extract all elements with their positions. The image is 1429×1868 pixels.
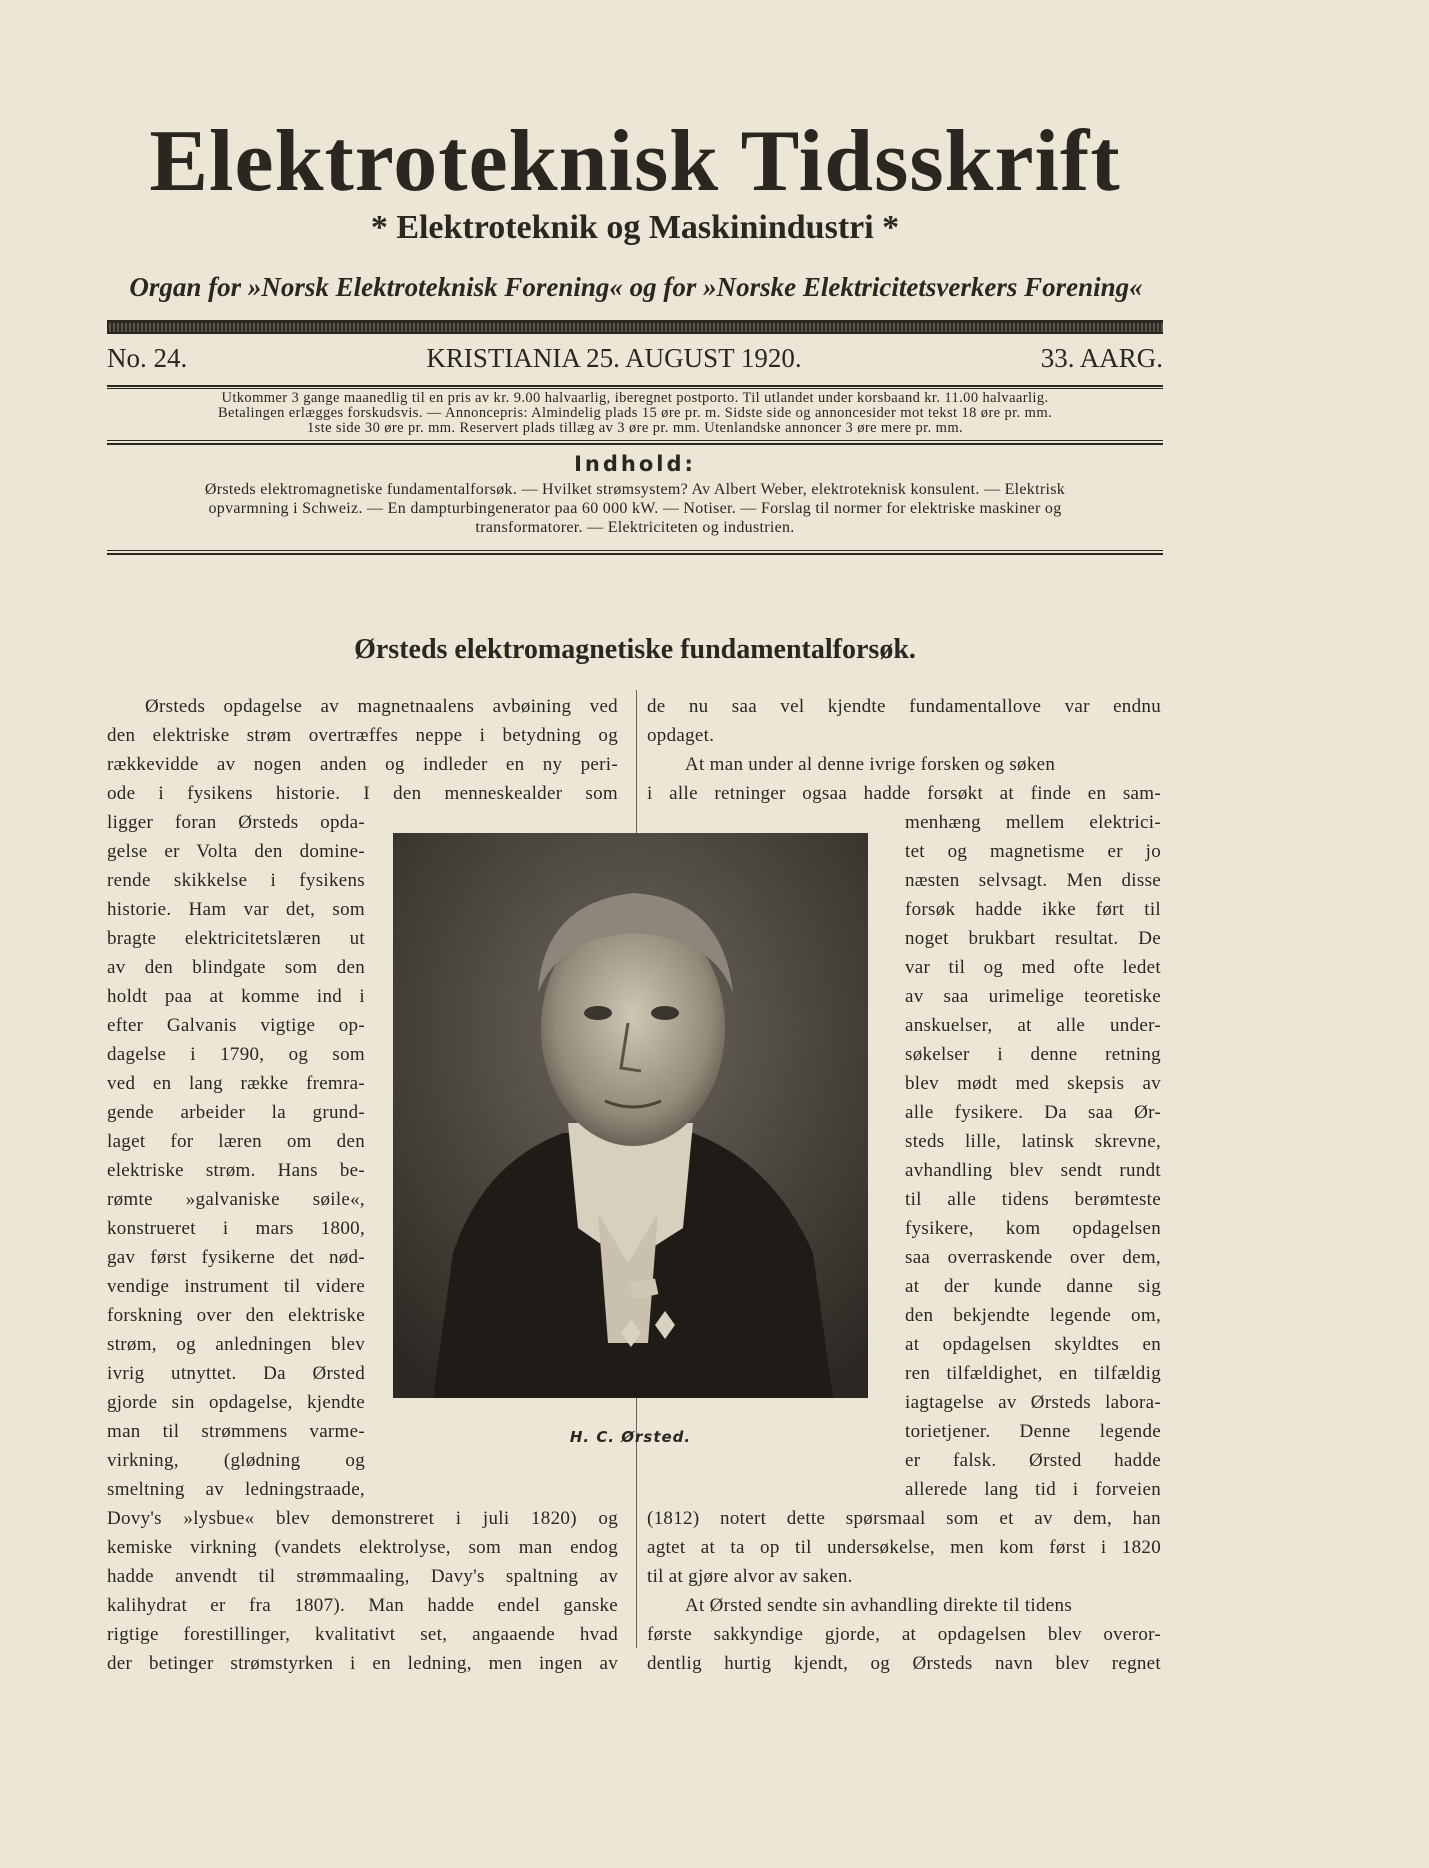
- article-text-line: anskuelser, at alle under-: [905, 1015, 1161, 1036]
- article-text-line: menhæng mellem elektrici-: [905, 812, 1161, 833]
- article-text-line: alle fysikere. Da saa Ør-: [905, 1102, 1161, 1123]
- article-text-line: kemiske virkning (vandets elektrolyse, som man endog: [107, 1537, 618, 1558]
- article-text-line: rigtige forestillinger, kvalitativt set, angaaende hvad: [107, 1624, 618, 1645]
- subscription-info: [107, 391, 1163, 436]
- article-text-line: avhandling blev sendt rundt: [905, 1160, 1161, 1181]
- article-text-line: strøm, og anledningen blev: [107, 1334, 365, 1355]
- article-text-line: dagelse i 1790, og som: [107, 1044, 365, 1065]
- masthead-subtitle: * Elektroteknik og Maskinindustri *: [370, 209, 900, 246]
- article-text-line: til alle tidens berømteste: [905, 1189, 1161, 1210]
- contents-line: opvarmning i Schweiz. — En dampturbingenerator paa 60 000 kW. — Notiser. — Forslag til normer for elektriske maskiner og: [208, 500, 1062, 517]
- article-text-line: forskning over den elektriske: [107, 1305, 365, 1326]
- divider: [107, 443, 1163, 445]
- article-text-line: konstrueret i mars 1800,: [107, 1218, 365, 1239]
- divider: [107, 388, 1163, 389]
- article-text-line: vendige instrument til videre: [107, 1276, 365, 1297]
- article-text-line: tet og magnetisme er jo: [905, 841, 1161, 862]
- article-text-line: noget brukbart resultat. De: [905, 928, 1161, 949]
- article-text-line: ren tilfældighet, en tilfældig: [905, 1363, 1161, 1384]
- article-text-line: rømte »galvaniske søile«,: [107, 1189, 365, 1210]
- article-text-line: allerede lang tid i forveien: [905, 1479, 1161, 1500]
- article-text-line: agtet at ta op til undersøkelse, men kom først i 1820: [647, 1537, 1161, 1558]
- article-text-line: torietjener. Denne legende: [905, 1421, 1161, 1442]
- article-text-line: den elektriske strøm overtræffes neppe i betydning og: [107, 725, 618, 746]
- article-text-line: rende skikkelse i fysikens: [107, 870, 365, 891]
- divider: [107, 440, 1163, 441]
- article-text-line: av saa urimelige teoretiske: [905, 986, 1161, 1007]
- article-text-line: ode i fysikens historie. I den menneskealder som: [107, 783, 618, 804]
- contents-list: [107, 480, 1163, 537]
- article-text-line: holdt paa at komme ind i: [107, 986, 365, 1007]
- article-text-line: rækkevidde av nogen anden og indleder en ny peri-: [107, 754, 618, 775]
- subscription-line: Utkommer 3 gange maanedlig til en pris av kr. 9.00 halvaarlig, iberegnet postporto. Til utlandet under korsbaand kr. 11.00 halvaarlig.: [221, 390, 1049, 406]
- article-text-line: i alle retninger ogsaa hadde forsøkt at finde en sam-: [647, 783, 1161, 804]
- article-text-line: gav først fysikerne det nød-: [107, 1247, 365, 1268]
- issue-line: [107, 342, 1163, 374]
- article-text-line: av den blindgate som den: [107, 957, 365, 978]
- article-text-line: laget for læren om den: [107, 1131, 365, 1152]
- article-text-line: hadde anvendt til strømmaaling, Davy's spaltning av: [107, 1566, 618, 1587]
- article-text-line: den bekjendte legende om,: [905, 1305, 1161, 1326]
- article-text-line: gjorde sin opdagelse, kjendte: [107, 1392, 365, 1413]
- article-text-line: Ørsteds opdagelse av magnetnaalens avbøining ved: [145, 696, 618, 717]
- masthead-title: Elektroteknisk Tidsskrift: [149, 113, 1121, 210]
- article-text-line: At Ørsted sendte sin avhandling direkte til tidens: [685, 1595, 1073, 1616]
- issue-number: No. 24.: [107, 343, 188, 373]
- article-text-line: de nu saa vel kjendte fundamentallove var endnu: [647, 696, 1161, 717]
- contents-line: transformatorer. — Elektriciteten og industrien.: [475, 519, 795, 536]
- article-text-line: fysikere, kom opdagelsen: [905, 1218, 1161, 1239]
- article-title: Ørsteds elektromagnetiske fundamentalforsøk.: [354, 634, 916, 665]
- subscription-line: Betalingen erlægges forskudsvis. — Annoncepris: Almindelig plads 15 øre pr. m. Sidste side og annoncesider mot tekst 18 øre pr. mm.: [217, 405, 1053, 421]
- article-text-line: iagtagelse av Ørsteds labora-: [905, 1392, 1161, 1413]
- article-text-line: bragte elektricitetslæren ut: [107, 928, 365, 949]
- contents-line: Ørsteds elektromagnetiske fundamentalforsøk. — Hvilket strømsystem? Av Albert Weber, elektroteknisk konsulent. — Elektrisk: [204, 481, 1066, 498]
- article-text-line: gende arbeider la grund-: [107, 1102, 365, 1123]
- article-text-line: saa overraskende over dem,: [905, 1247, 1161, 1268]
- article-text-line: at opdagelsen skyldtes en: [905, 1334, 1161, 1355]
- article-text-line: steds lille, latinsk skrevne,: [905, 1131, 1161, 1152]
- portrait-photo: [393, 833, 868, 1398]
- article-text-line: til at gjøre alvor av saken.: [647, 1566, 853, 1587]
- article-text-line: ivrig utnyttet. Da Ørsted: [107, 1363, 365, 1384]
- article-text-line: at der kunde danne sig: [905, 1276, 1161, 1297]
- article-text-line: der betinger strømstyrken i en ledning, men ingen av: [107, 1653, 618, 1674]
- portrait-caption: H. C. Ørsted.: [569, 1428, 692, 1446]
- article-text-line: blev mødt med skepsis av: [905, 1073, 1161, 1094]
- divider: [107, 550, 1163, 551]
- subscription-line: 1ste side 30 øre pr. mm. Reservert plads tillæg av 3 øre pr. mm. Utenlandske annoncer 3 øre mere pr. mm.: [306, 420, 964, 436]
- article-text-line: gelse er Volta den domine-: [107, 841, 365, 862]
- issue-place-date: KRISTIANIA 25. AUGUST 1920.: [426, 343, 802, 373]
- article-text-line: kalihydrat er fra 1807). Man hadde endel ganske: [107, 1595, 618, 1616]
- article-text-line: søkelser i denne retning: [905, 1044, 1161, 1065]
- article-text-line: (1812) notert dette spørsmaal som et av dem, han: [647, 1508, 1161, 1529]
- masthead-organ-line: Organ for »Norsk Elektroteknisk Forening« og for »Norske Elektricitetsverkers Forening«: [129, 272, 1143, 302]
- issue-volume: 33. AARG.: [1040, 343, 1163, 373]
- divider: [107, 553, 1163, 555]
- article-text-line: var til og med ofte ledet: [905, 957, 1161, 978]
- masthead-ornamental-rule: [107, 320, 1163, 334]
- article-text-line: elektriske strøm. Hans be-: [107, 1160, 365, 1181]
- article-text-line: næsten selvsagt. Men disse: [905, 870, 1161, 891]
- article-text-line: første sakkyndige gjorde, at opdagelsen blev overor-: [647, 1624, 1161, 1645]
- article-text-line: At man under al denne ivrige forsken og søken: [685, 754, 1056, 775]
- article-text-line: efter Galvanis vigtige op-: [107, 1015, 365, 1036]
- article-text-line: smeltning av ledningstraade,: [107, 1479, 365, 1500]
- divider: [107, 385, 1163, 387]
- article-text-line: historie. Ham var det, som: [107, 899, 365, 920]
- article-text-line: virkning, (glødning og: [107, 1450, 365, 1471]
- article-text-line: opdaget.: [647, 725, 715, 746]
- article-text-line: ved en lang række fremra-: [107, 1073, 365, 1094]
- contents-heading: Indhold:: [574, 452, 696, 476]
- article-text-line: dentlig hurtig kjendt, og Ørsteds navn blev regnet: [647, 1653, 1161, 1674]
- article-text-line: ligger foran Ørsteds opda-: [107, 812, 365, 833]
- article-text-line: man til strømmens varme-: [107, 1421, 365, 1442]
- article-text-line: Dovy's »lysbue« blev demonstreret i juli 1820) og: [107, 1508, 618, 1529]
- article-text-line: er falsk. Ørsted hadde: [905, 1450, 1161, 1471]
- article-text-line: forsøk hadde ikke ført til: [905, 899, 1161, 920]
